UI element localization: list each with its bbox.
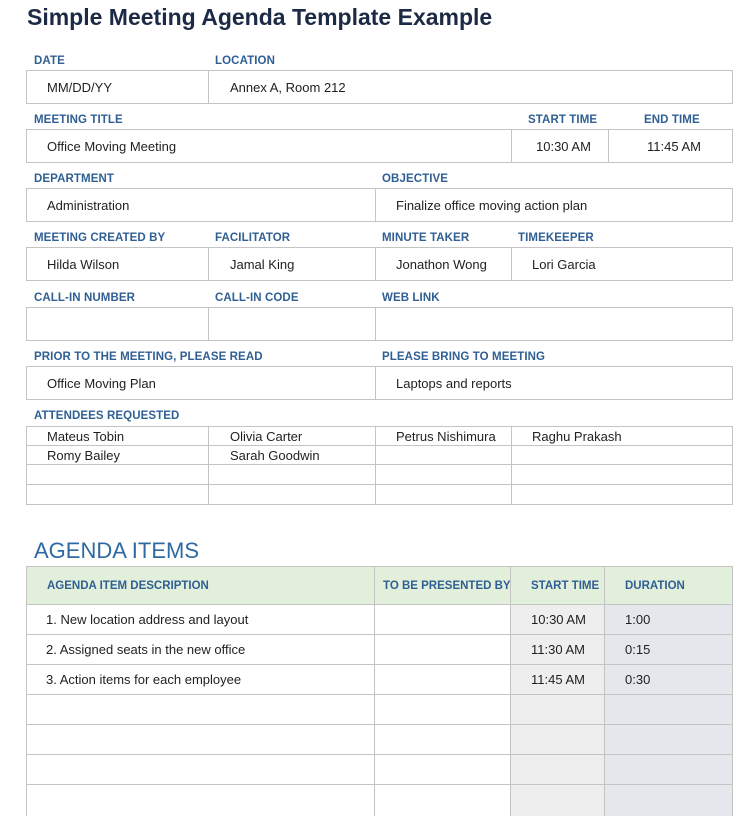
agenda-row [26,605,733,635]
callin-code-label: CALL-IN CODE [215,292,299,304]
callin-box [26,307,733,341]
created-by-field[interactable]: Hilda Wilson [47,256,120,272]
date-location-box [26,70,733,104]
agenda-start[interactable]: 10:30 AM [531,612,586,627]
please-bring-field[interactable]: Laptops and reports [396,375,512,391]
agenda-row [26,665,733,695]
date-field[interactable]: MM/DD/YY [47,79,112,95]
meeting-title-box [26,129,733,163]
facilitator-label: FACILITATOR [215,232,291,244]
date-label: DATE [34,55,65,67]
callin-number-field[interactable] [47,308,207,340]
agenda-col-start: START TIME [531,579,600,592]
web-link-label: WEB LINK [382,292,440,304]
end-time-field[interactable]: 11:45 AM [647,138,701,154]
prior-read-field[interactable]: Office Moving Plan [47,375,156,391]
callin-number-label: CALL-IN NUMBER [34,292,136,304]
web-link-field[interactable] [396,308,726,340]
objective-field[interactable]: Finalize office moving action plan [396,197,588,213]
agenda-description[interactable]: 1. New location address and layout [46,612,249,627]
agenda-duration[interactable]: 0:15 [625,642,651,657]
minute-taker-label: MINUTE TAKER [382,232,470,244]
objective-label: OBJECTIVE [382,173,449,185]
meeting-title-label: MEETING TITLE [34,114,123,126]
agenda-col-description: AGENDA ITEM DESCRIPTION [47,579,209,592]
agenda-row [26,725,733,755]
roles-box [26,247,733,281]
attendee-cell[interactable]: Mateus Tobin [47,429,125,444]
please-bring-label: PLEASE BRING TO MEETING [382,351,546,363]
agenda-start[interactable]: 11:30 AM [531,642,585,657]
timekeeper-label: TIMEKEEPER [518,232,594,244]
attendee-cell[interactable]: Raghu Prakash [532,429,622,444]
attendee-cell[interactable]: Olivia Carter [230,429,303,444]
agenda-description[interactable]: 2. Assigned seats in the new office [46,642,246,657]
timekeeper-field[interactable]: Lori Garcia [532,256,596,272]
department-label: DEPARTMENT [34,173,115,185]
department-field[interactable]: Administration [47,197,130,213]
facilitator-field[interactable]: Jamal King [230,256,295,272]
agenda-col-duration: DURATION [625,579,685,592]
department-objective-box [26,188,733,222]
meeting-title-field[interactable]: Office Moving Meeting [47,138,177,154]
end-time-label: END TIME [644,114,700,126]
page-title: Simple Meeting Agenda Template Example [27,4,493,30]
prep-box [26,366,733,400]
agenda-row [26,785,733,815]
agenda-duration[interactable]: 0:30 [625,672,651,687]
start-time-field[interactable]: 10:30 AM [536,138,591,154]
agenda-start[interactable]: 11:45 AM [531,672,585,687]
attendees-grid [26,426,733,505]
location-label: LOCATION [215,55,275,67]
agenda-col-presenter: TO BE PRESENTED BY [383,579,511,592]
agenda-header-row [26,566,733,605]
attendees-label: ATTENDEES REQUESTED [34,410,180,422]
created-by-label: MEETING CREATED BY [34,232,166,244]
callin-code-field[interactable] [230,308,370,340]
agenda-row [26,635,733,665]
agenda-heading: AGENDA ITEMS [34,538,200,563]
location-field[interactable]: Annex A, Room 212 [230,79,346,95]
agenda-duration[interactable]: 1:00 [625,612,651,627]
start-time-label: START TIME [528,114,598,126]
prior-read-label: PRIOR TO THE MEETING, PLEASE READ [34,351,263,363]
agenda-description[interactable]: 3. Action items for each employee [46,672,242,687]
attendee-cell[interactable]: Sarah Goodwin [230,448,320,463]
attendee-cell[interactable]: Romy Bailey [47,448,120,463]
agenda-row [26,755,733,785]
minute-taker-field[interactable]: Jonathon Wong [396,256,487,272]
agenda-table [26,566,733,816]
attendee-cell[interactable]: Petrus Nishimura [396,429,496,444]
agenda-row [26,695,733,725]
